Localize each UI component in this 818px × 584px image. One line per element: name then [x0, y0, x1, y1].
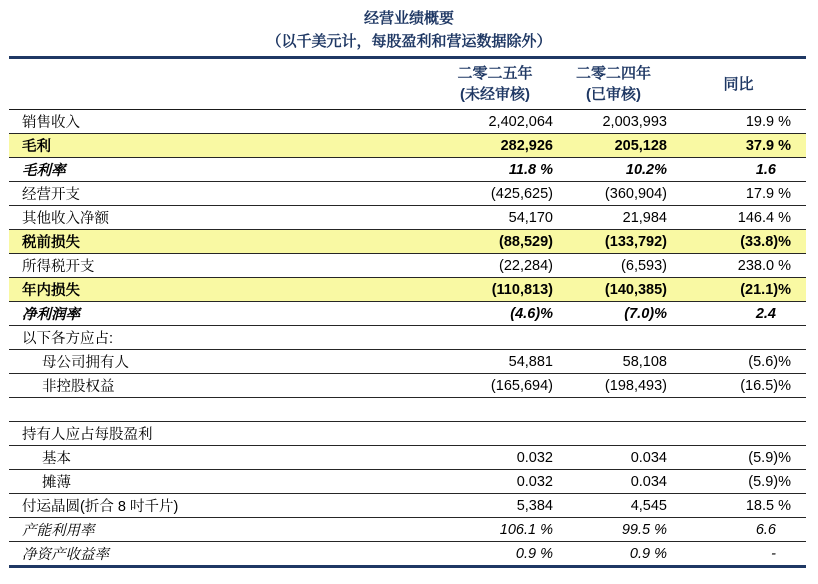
header-year-2025 [434, 58, 556, 110]
value-2024: 205,128 [556, 134, 671, 158]
value-2025: 54,170 [508, 209, 553, 226]
value-2024: 99.5 % [621, 521, 667, 538]
value-2024 [556, 326, 671, 350]
value-2024: 4,545 [630, 497, 667, 514]
value-2025: (110,813) [434, 278, 556, 302]
header-year-2024 [556, 58, 671, 110]
value-yoy: 37.9 % [671, 134, 806, 158]
table-row [9, 494, 806, 518]
table-header [9, 58, 806, 110]
value-2025: (4.6)% [510, 305, 553, 322]
header-year-2025-sublabel: (未经审核) [460, 86, 530, 103]
table-row [9, 206, 806, 230]
row-label: 付运晶圆(折合 8 吋千片) [22, 499, 179, 515]
value-2024: (6,593) [621, 257, 667, 274]
row-label: 非控股权益 [42, 379, 115, 395]
table-row [9, 110, 806, 134]
value-2025 [434, 398, 556, 422]
value-2024: 58,108 [622, 353, 667, 370]
value-yoy: 19.9 % [745, 113, 791, 130]
value-2024: (140,385) [556, 278, 671, 302]
value-2024 [556, 398, 671, 422]
table-row [9, 542, 806, 567]
spacer-row [9, 398, 806, 422]
row-label: 持有人应占每股盈利 [22, 427, 153, 443]
value-yoy [671, 326, 806, 350]
table-row [9, 230, 806, 254]
table-row [9, 470, 806, 494]
value-yoy: (5.6)% [748, 353, 791, 370]
row-label: 母公司拥有人 [42, 355, 129, 371]
table-row [9, 182, 806, 206]
value-yoy: 17.9 % [745, 185, 791, 202]
table-row [9, 446, 806, 470]
value-2025: 2,402,064 [488, 113, 553, 130]
header-year-2024-label: 二零二四年 [575, 65, 651, 82]
row-label: 以下各方应占: [22, 331, 114, 347]
row-label: 净资产收益率 [22, 547, 109, 563]
header-yoy-label: 同比 [723, 75, 754, 93]
row-label: 毛利 [9, 134, 434, 158]
header-year-2025-label: 二零二五年 [457, 65, 533, 82]
value-2025 [434, 422, 556, 446]
value-2024: (198,493) [604, 377, 667, 394]
table-body [9, 110, 806, 567]
value-2025: (88,529) [434, 230, 556, 254]
page-title: 经营业绩概要 [363, 10, 454, 27]
report-header [0, 0, 818, 53]
value-2024: 21,984 [622, 209, 667, 226]
table-row [9, 422, 806, 446]
value-2024: 0.9 % [629, 545, 667, 562]
value-2024: (133,792) [556, 230, 671, 254]
value-yoy: (21.1)% [671, 278, 806, 302]
value-2024 [556, 422, 671, 446]
value-2025: (165,694) [490, 377, 553, 394]
table-row [9, 302, 806, 326]
value-yoy [671, 398, 806, 422]
row-label: 税前损失 [9, 230, 434, 254]
value-2025: 0.9 % [515, 545, 553, 562]
row-label: 经营开支 [22, 187, 80, 203]
value-yoy: (5.9)% [748, 449, 791, 466]
row-label [9, 398, 434, 422]
value-2024: (360,904) [604, 185, 667, 202]
table-row [9, 326, 806, 350]
value-2025: 54,881 [508, 353, 553, 370]
value-2025: 106.1 % [499, 521, 553, 538]
row-label: 所得税开支 [22, 259, 95, 275]
table-row [9, 278, 806, 302]
value-yoy: 18.5 % [745, 497, 791, 514]
table-row [9, 374, 806, 398]
value-yoy: 146.4 % [737, 209, 791, 226]
value-yoy: - [771, 545, 776, 562]
table-row [9, 350, 806, 374]
row-label: 净利润率 [22, 307, 80, 323]
row-label: 摊薄 [42, 475, 71, 491]
table-row [9, 518, 806, 542]
value-2025: (425,625) [490, 185, 553, 202]
table-row [9, 254, 806, 278]
results-table [9, 56, 806, 568]
header-row [9, 58, 806, 110]
value-2024: 0.034 [630, 449, 667, 466]
value-2025: 282,926 [434, 134, 556, 158]
value-yoy: 6.6 [755, 521, 776, 538]
row-label: 其他收入净额 [22, 211, 109, 227]
value-2024: 2,003,993 [602, 113, 667, 130]
row-label: 年内损失 [9, 278, 434, 302]
header-yoy [671, 58, 806, 110]
value-2024: 10.2% [625, 161, 667, 178]
value-yoy: 238.0 % [737, 257, 791, 274]
row-label: 销售收入 [22, 115, 80, 131]
header-empty [9, 58, 434, 110]
row-label: 毛利率 [22, 163, 66, 179]
value-2025: 0.032 [516, 473, 553, 490]
value-2024: 0.034 [630, 473, 667, 490]
header-year-2024-sublabel: (已审核) [586, 86, 641, 103]
value-yoy: 2.4 [755, 305, 776, 322]
value-2025 [434, 326, 556, 350]
value-yoy: 1.6 [755, 161, 776, 178]
value-2024: (7.0)% [624, 305, 667, 322]
value-2025: 0.032 [516, 449, 553, 466]
row-label: 产能利用率 [22, 523, 95, 539]
value-yoy: (5.9)% [748, 473, 791, 490]
value-2025: (22,284) [498, 257, 553, 274]
table-row [9, 134, 806, 158]
value-yoy: (33.8)% [671, 230, 806, 254]
value-yoy: (16.5)% [740, 377, 791, 394]
value-2025: 11.8 % [508, 161, 553, 178]
value-2025: 5,384 [516, 497, 553, 514]
row-label: 基本 [42, 451, 71, 467]
table-row [9, 158, 806, 182]
page-subtitle: （以千美元计，每股盈利和营运数据除外） [266, 33, 552, 50]
value-yoy [671, 422, 806, 446]
